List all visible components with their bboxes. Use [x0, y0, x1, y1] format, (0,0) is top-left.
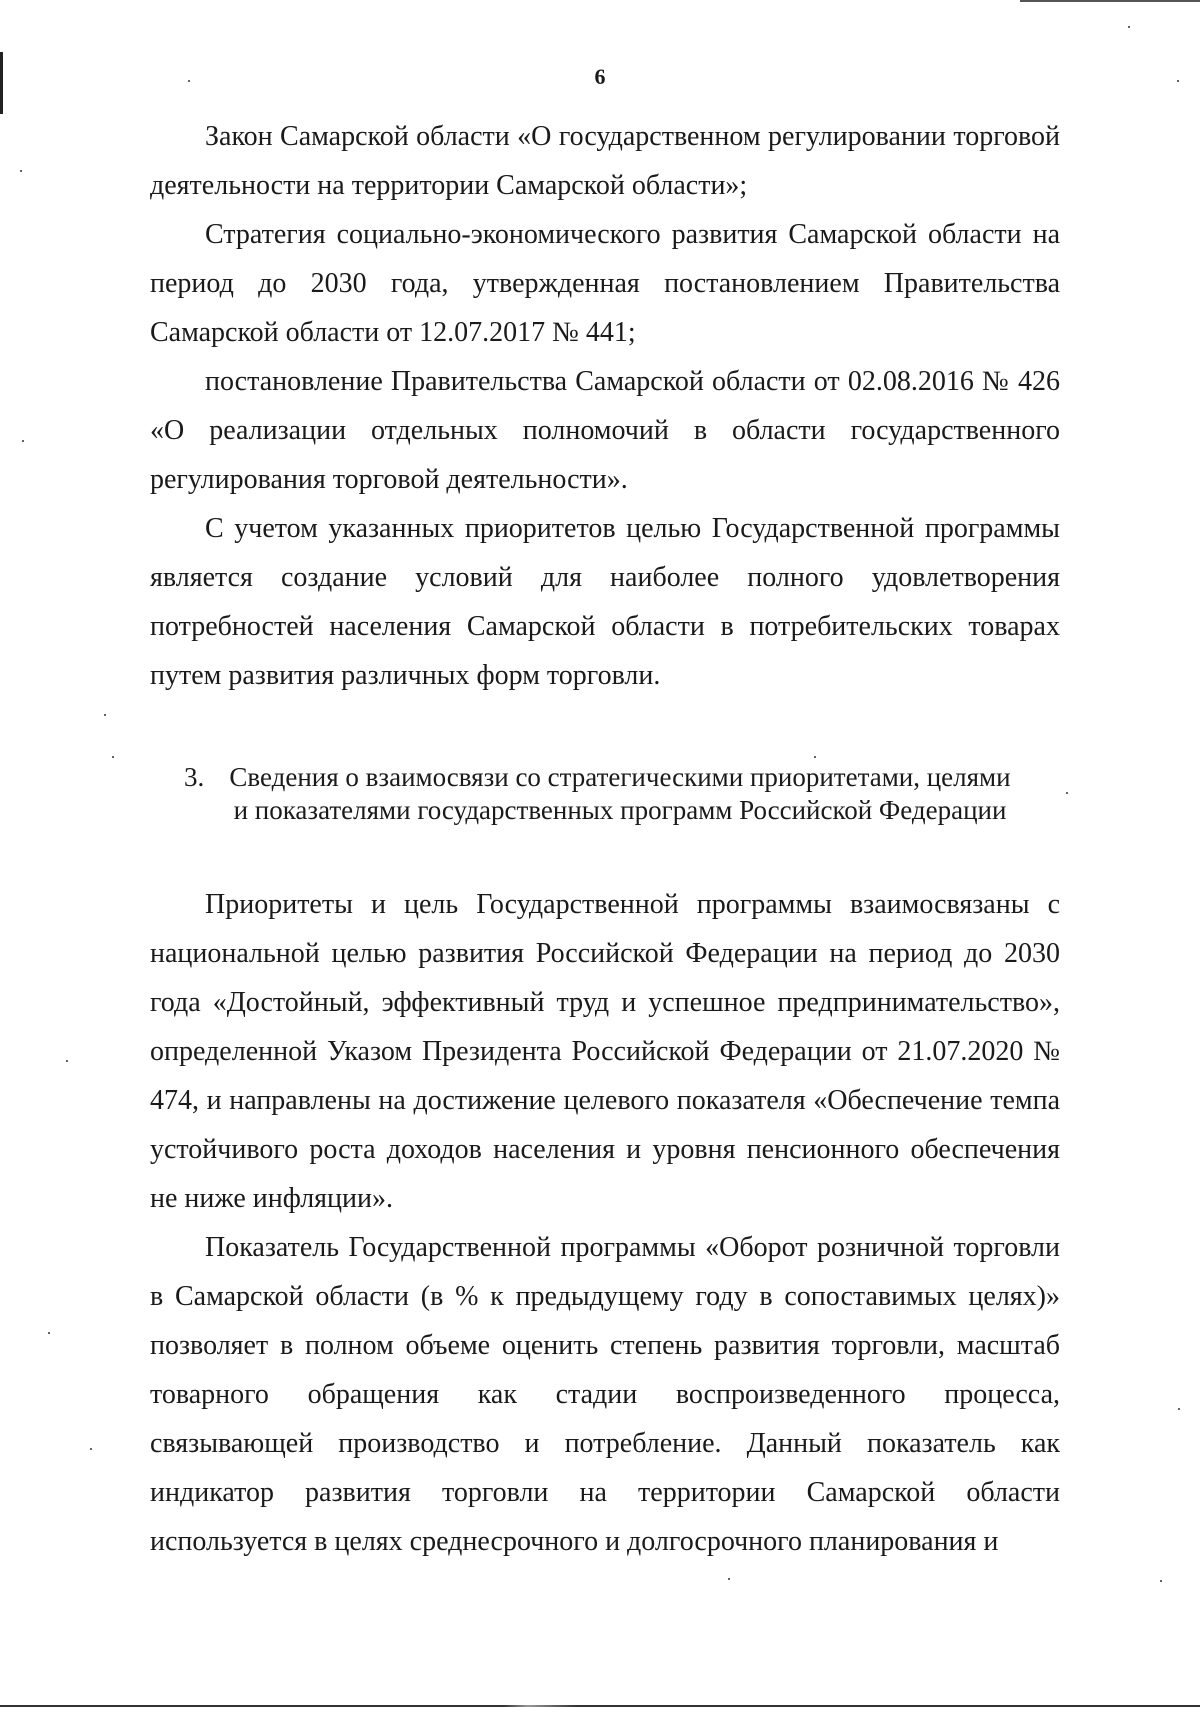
scan-speck — [48, 1332, 50, 1334]
page-number: 6 — [594, 64, 606, 89]
scan-edge-mark — [1020, 0, 1200, 2]
scan-speck — [814, 756, 816, 758]
paragraph: Стратегия социально-экономического развития Самарской области на период до 2030 года, утвержденная постановлением Правительства Самарской области от 12.07.2017 № 441; — [150, 219, 1060, 348]
scan-speck — [20, 170, 22, 172]
section-heading — [180, 761, 1060, 827]
scan-speck — [90, 1448, 92, 1450]
scan-speck — [728, 1578, 730, 1580]
paragraph: С учетом указанных приоритетов целью Государственной программы является создание условий для наиболее полного удовлетворения потребностей населения Самарской области в потребительских товарах путем развития различных форм торговли. — [150, 513, 1060, 691]
paragraph: Закон Самарской области «О государственном регулировании торговой деятельности на территории Самарской области»; — [150, 121, 1060, 201]
section-title-line: Сведения о взаимосвязи со стратегическими приоритетами, целями — [229, 762, 1011, 792]
scan-speck — [1160, 1580, 1162, 1582]
scan-speck — [112, 756, 114, 758]
paragraph: Приоритеты и цель Государственной программы взаимосвязаны с национальной целью развития Российской Федерации на период до 2030 года «Достойный, эффективный труд и успешное предпринимательство», определенной Указом Президента Российской Федерации от 21.07.2020 № 474, и направлены на достижение целевого показателя «Обеспечение темпа устойчивого роста доходов населения и уровня пенсионного обеспечения не ниже инфляции». — [150, 889, 1060, 1214]
scan-speck — [66, 1060, 68, 1062]
scan-speck — [1066, 792, 1068, 794]
intro-text-block — [150, 112, 1060, 700]
scan-speck — [104, 714, 106, 716]
scan-speck — [1178, 1408, 1180, 1410]
section-number: 3. — [184, 762, 205, 792]
scan-speck — [1128, 26, 1130, 28]
paragraph: постановление Правительства Самарской области от 02.08.2016 № 426 «О реализации отдельных полномочий в области государственного регулирования торговой деятельности». — [150, 366, 1060, 495]
section-title-line: и показателями государственных программ Российской Федерации — [233, 795, 1007, 825]
scan-edge-mark — [0, 1705, 1200, 1707]
scan-speck — [22, 440, 24, 442]
section-text-block — [150, 880, 1060, 1566]
paragraph: Показатель Государственной программы «Оборот розничной торговли в Самарской области (в % к предыдущему году в сопоставимых целях)» позволяет в полном объеме оценить степень развития торговли, масштаб товарного обращения как стадии воспроизведенного процесса, связывающей производство и потребление. Данный показатель как индикатор развития торговли на территории Самарской области используется в целях среднесрочного и долгосрочного планирования и — [150, 1232, 1060, 1557]
